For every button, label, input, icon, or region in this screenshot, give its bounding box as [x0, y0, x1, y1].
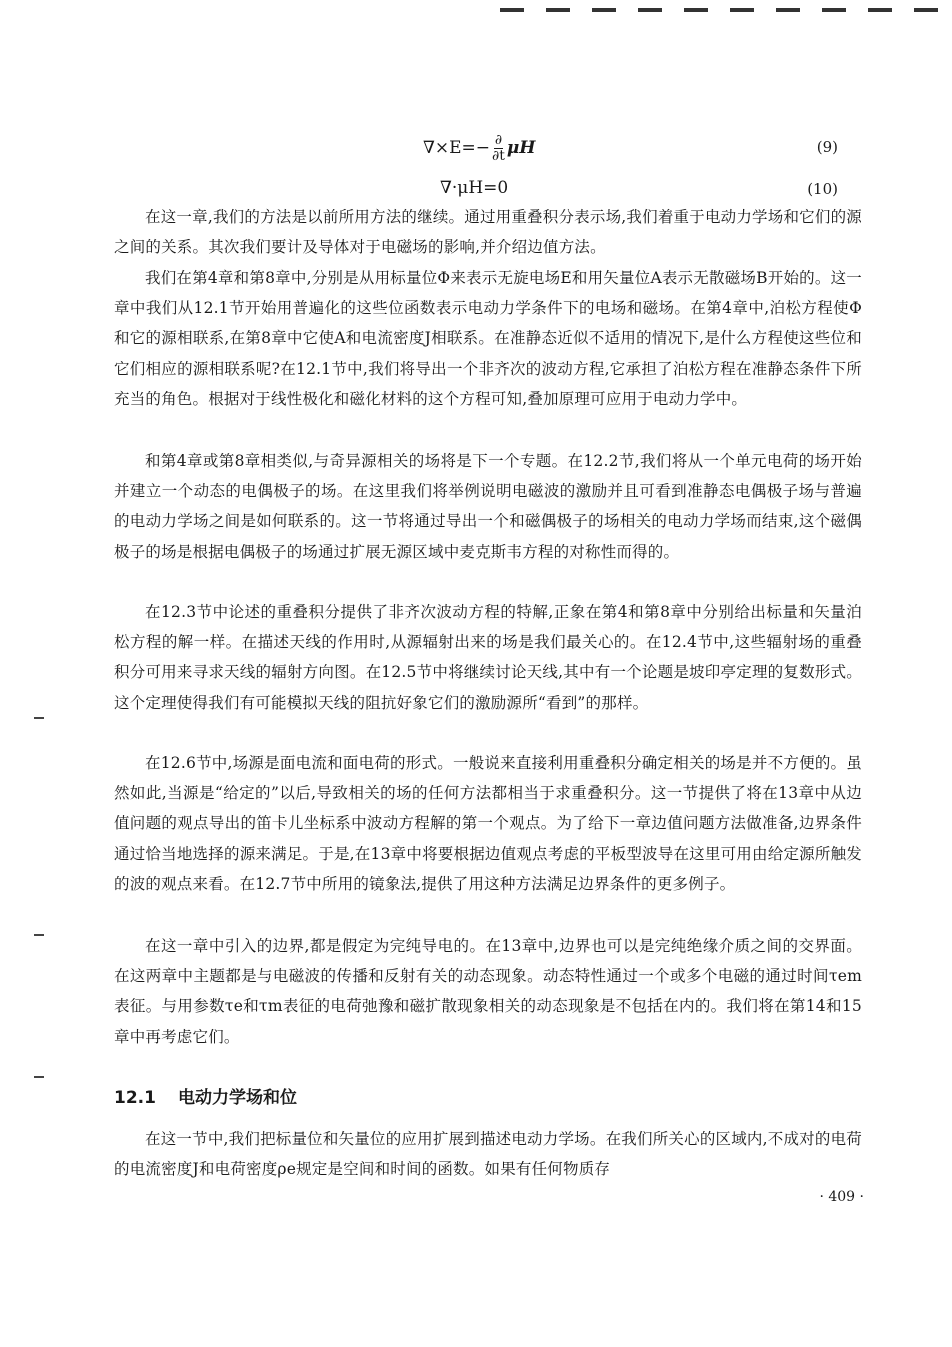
- margin-mark: [34, 717, 44, 719]
- margin-mark: [34, 934, 44, 936]
- section-title: 电动力学场和位: [177, 1088, 297, 1108]
- equation-10-expression: ∇·μH=0: [440, 178, 509, 198]
- equation-9: [0, 128, 952, 168]
- paragraph: 和第4章或第8章相类似,与奇异源相关的场将是下一个专题。在12.2节,我们将从一个单元电荷的场开始并建立一个动态的电偶极子的场。在这里我们将举例说明电磁波的激励并且可看到准静态电偶极子场与普遍的电动力学场之间是如何联系的。这一节将通过导出一个和磁偶极子的场相关的电动力学场而结束,这个磁偶极子的场是根据电偶极子的场通过扩展无源区域中麦克斯韦方程的对称性而得的。: [114, 452, 862, 561]
- page-number: · 409 ·: [819, 1189, 864, 1205]
- paragraph: 在这一章,我们的方法是以前所用方法的继续。通过用重叠积分表示场,我们着重于电动力学场和它们的源之间的关系。其次我们要计及导体对于电磁场的影响,并介绍边值方法。: [114, 208, 862, 257]
- fraction-numerator: ∂: [494, 131, 503, 148]
- paragraph: 在12.6节中,场源是面电流和面电荷的形式。一般说来直接利用重叠积分确定相关的场是并不方便的。虽然如此,当源是“给定的”以后,导致相关的场的任何方法都相当于求重叠积分。这一节提供了将在13章中从边值问题的观点导出的笛卡儿坐标系中波动方程解的第一个观点。为了给下一章边值问题方法做准备,边界条件通过恰当地选择的源来满足。于是,在13章中将要根据边值观点考虑的平板型波导在这里可用由给定源所触发的波的观点来看。在12.7节中所用的镜象法,提供了用这种方法满足边界条件的更多例子。: [114, 754, 862, 893]
- fraction-denominator: ∂t: [492, 147, 505, 164]
- section-number: 12.1: [114, 1088, 156, 1108]
- equation-number: (10): [807, 180, 838, 198]
- equation-9-expression: [423, 130, 535, 166]
- paragraph: 在12.3节中论述的重叠积分提供了非齐次波动方程的特解,正象在第4和第8章中分别给出标量和矢量泊松方程的解一样。在描述天线的作用时,从源辐射出来的场是我们最关心的。在12.4节中,这些辐射场的重叠积分可用来寻求天线的辐射方向图。在12.5节中将继续讨论天线,其中有一个论题是坡印亭定理的复数形式。这个定理使得我们有可能模拟天线的阻抗好象它们的激励源所“看到”的那样。: [114, 603, 862, 712]
- partial-derivative-fraction: [492, 133, 505, 164]
- paragraph: 在这一章中引入的边界,都是假定为完纯导电的。在13章中,边界也可以是完纯绝缘介质之间的交界面。在这两章中主题都是与电磁波的传播和反射有关的动态现象。动态特性通过一个或多个电磁的通过时间τem表征。与用参数τe和τm表征的电荷弛豫和磁扩散现象相关的动态现象是不包括在内的。我们将在第14和15章中再考虑它们。: [114, 937, 862, 1046]
- paragraph: 我们在第4章和第8章中,分别是从用标量位Φ来表示无旋电场E和用矢量位A表示无散磁场B开始的。这一章中我们从12.1节开始用普遍化的这些位函数表示电动力学条件下的电场和磁场。在第4章中,泊松方程使Φ和它的源相联系,在第8章中它使A和电流密度J相联系。在准静态近似不适用的情况下,是什么方程使这些位和它们相应的源相联系呢?在12.1节中,我们将导出一个非齐次的波动方程,它承担了泊松方程在准静态条件下所充当的角色。根据对于线性极化和磁化材料的这个方程可知,叠加原理可应用于电动力学中。: [114, 269, 862, 408]
- margin-mark: [34, 1076, 44, 1078]
- top-dashed-line: [500, 8, 952, 12]
- section-paragraph: 在这一节中,我们把标量位和矢量位的应用扩展到描述电动力学场。在我们所关心的区域内,不成对的电荷的电流密度J和电荷密度ρe规定是空间和时间的函数。如果有任何物质存: [114, 1130, 862, 1179]
- equation-number: (9): [816, 138, 838, 156]
- equation-9-lhs: ∇×E=−: [423, 138, 491, 158]
- equation-9-rhs: μH: [506, 138, 536, 158]
- section-heading: [114, 1083, 297, 1108]
